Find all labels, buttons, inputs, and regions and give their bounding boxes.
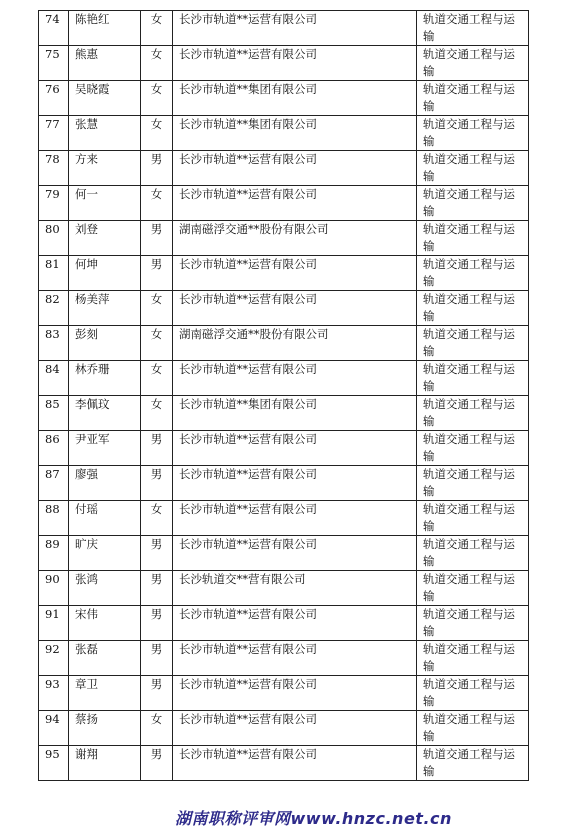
gender-cell: 男 [141,746,173,781]
gender-cell: 男 [141,431,173,466]
row-number-cell: 82 [39,291,69,326]
specialty-cell: 轨道交通工程与运输 [417,326,529,361]
specialty-cell: 轨道交通工程与运输 [417,466,529,501]
employer-cell: 长沙市轨道**运营有限公司 [173,536,417,571]
table-row [39,466,529,501]
row-number-cell: 84 [39,361,69,396]
gender-cell: 女 [141,396,173,431]
gender-cell: 男 [141,676,173,711]
row-number-cell: 94 [39,711,69,746]
table-row [39,46,529,81]
row-number-cell: 89 [39,536,69,571]
employer-cell: 长沙市轨道**运营有限公司 [173,746,417,781]
employer-cell: 长沙市轨道**运营有限公司 [173,361,417,396]
specialty-cell: 轨道交通工程与运输 [417,256,529,291]
table-body [39,11,529,781]
employer-cell: 长沙市轨道**运营有限公司 [173,606,417,641]
employer-cell: 湖南磁浮交通**股份有限公司 [173,326,417,361]
person-name-cell: 宋伟 [69,606,141,641]
table-row [39,641,529,676]
table-row [39,361,529,396]
specialty-cell: 轨道交通工程与运输 [417,186,529,221]
employer-cell: 长沙市轨道**运营有限公司 [173,711,417,746]
gender-cell: 男 [141,641,173,676]
person-name-cell: 张慧 [69,116,141,151]
row-number-cell: 95 [39,746,69,781]
employer-cell: 长沙市轨道**运营有限公司 [173,151,417,186]
row-number-cell: 78 [39,151,69,186]
person-name-cell: 林乔珊 [69,361,141,396]
specialty-cell: 轨道交通工程与运输 [417,151,529,186]
row-number-cell: 93 [39,676,69,711]
row-number-cell: 76 [39,81,69,116]
gender-cell: 男 [141,571,173,606]
row-number-cell: 86 [39,431,69,466]
table-row [39,536,529,571]
gender-cell: 男 [141,256,173,291]
site-watermark: 湖南职称评审网www.hnzc.net.cn [175,809,452,828]
gender-cell: 男 [141,466,173,501]
specialty-cell: 轨道交通工程与运输 [417,711,529,746]
table-row [39,746,529,781]
row-number-cell: 85 [39,396,69,431]
table-row [39,11,529,46]
person-name-cell: 吴晓霞 [69,81,141,116]
row-number-cell: 74 [39,11,69,46]
gender-cell: 男 [141,606,173,641]
employer-cell: 长沙市轨道**运营有限公司 [173,11,417,46]
table-row [39,81,529,116]
specialty-cell: 轨道交通工程与运输 [417,46,529,81]
person-name-cell: 旷庆 [69,536,141,571]
specialty-cell: 轨道交通工程与运输 [417,431,529,466]
table-row [39,571,529,606]
table-row [39,606,529,641]
table-row [39,186,529,221]
person-name-cell: 张鸿 [69,571,141,606]
employer-cell: 长沙市轨道**运营有限公司 [173,46,417,81]
gender-cell: 男 [141,221,173,256]
employer-cell: 长沙市轨道**运营有限公司 [173,256,417,291]
row-number-cell: 87 [39,466,69,501]
person-name-cell: 陈艳红 [69,11,141,46]
employer-cell: 长沙市轨道**运营有限公司 [173,641,417,676]
person-name-cell: 尹亚军 [69,431,141,466]
row-number-cell: 88 [39,501,69,536]
employer-cell: 长沙市轨道**运营有限公司 [173,186,417,221]
person-name-cell: 廖强 [69,466,141,501]
specialty-cell: 轨道交通工程与运输 [417,81,529,116]
row-number-cell: 75 [39,46,69,81]
person-name-cell: 何一 [69,186,141,221]
person-name-cell: 蔡扬 [69,711,141,746]
specialty-cell: 轨道交通工程与运输 [417,361,529,396]
employer-cell: 长沙轨道交**营有限公司 [173,571,417,606]
gender-cell: 女 [141,326,173,361]
person-name-cell: 付瑶 [69,501,141,536]
specialty-cell: 轨道交通工程与运输 [417,606,529,641]
gender-cell: 女 [141,81,173,116]
row-number-cell: 83 [39,326,69,361]
employer-cell: 长沙市轨道**集团有限公司 [173,116,417,151]
employer-cell: 长沙市轨道**集团有限公司 [173,81,417,116]
person-name-cell: 方来 [69,151,141,186]
table-row [39,151,529,186]
table-row [39,326,529,361]
table-row [39,396,529,431]
table-row [39,501,529,536]
table-row [39,221,529,256]
employer-cell: 长沙市轨道**运营有限公司 [173,431,417,466]
gender-cell: 女 [141,116,173,151]
gender-cell: 女 [141,501,173,536]
person-name-cell: 张磊 [69,641,141,676]
specialty-cell: 轨道交通工程与运输 [417,396,529,431]
table-row [39,256,529,291]
specialty-cell: 轨道交通工程与运输 [417,116,529,151]
employer-cell: 长沙市轨道**运营有限公司 [173,676,417,711]
table-row [39,116,529,151]
person-name-cell: 彭刻 [69,326,141,361]
row-number-cell: 80 [39,221,69,256]
gender-cell: 女 [141,711,173,746]
gender-cell: 女 [141,291,173,326]
row-number-cell: 92 [39,641,69,676]
table-row [39,291,529,326]
person-name-cell: 刘登 [69,221,141,256]
gender-cell: 女 [141,11,173,46]
specialty-cell: 轨道交通工程与运输 [417,676,529,711]
row-number-cell: 77 [39,116,69,151]
table-row [39,711,529,746]
employer-cell: 湖南磁浮交通**股份有限公司 [173,221,417,256]
employer-cell: 长沙市轨道**运营有限公司 [173,291,417,326]
specialty-cell: 轨道交通工程与运输 [417,291,529,326]
gender-cell: 男 [141,536,173,571]
employer-cell: 长沙市轨道**集团有限公司 [173,396,417,431]
person-name-cell: 何坤 [69,256,141,291]
specialty-cell: 轨道交通工程与运输 [417,641,529,676]
personnel-table [38,10,529,781]
person-name-cell: 谢翔 [69,746,141,781]
person-name-cell: 李佩玟 [69,396,141,431]
specialty-cell: 轨道交通工程与运输 [417,746,529,781]
row-number-cell: 79 [39,186,69,221]
specialty-cell: 轨道交通工程与运输 [417,536,529,571]
person-name-cell: 杨美萍 [69,291,141,326]
row-number-cell: 81 [39,256,69,291]
gender-cell: 男 [141,151,173,186]
person-name-cell: 章卫 [69,676,141,711]
gender-cell: 女 [141,186,173,221]
employer-cell: 长沙市轨道**运营有限公司 [173,501,417,536]
table-row [39,676,529,711]
person-name-cell: 熊惠 [69,46,141,81]
gender-cell: 女 [141,361,173,396]
specialty-cell: 轨道交通工程与运输 [417,501,529,536]
gender-cell: 女 [141,46,173,81]
specialty-cell: 轨道交通工程与运输 [417,221,529,256]
specialty-cell: 轨道交通工程与运输 [417,11,529,46]
row-number-cell: 90 [39,571,69,606]
row-number-cell: 91 [39,606,69,641]
table-row [39,431,529,466]
specialty-cell: 轨道交通工程与运输 [417,571,529,606]
employer-cell: 长沙市轨道**运营有限公司 [173,466,417,501]
